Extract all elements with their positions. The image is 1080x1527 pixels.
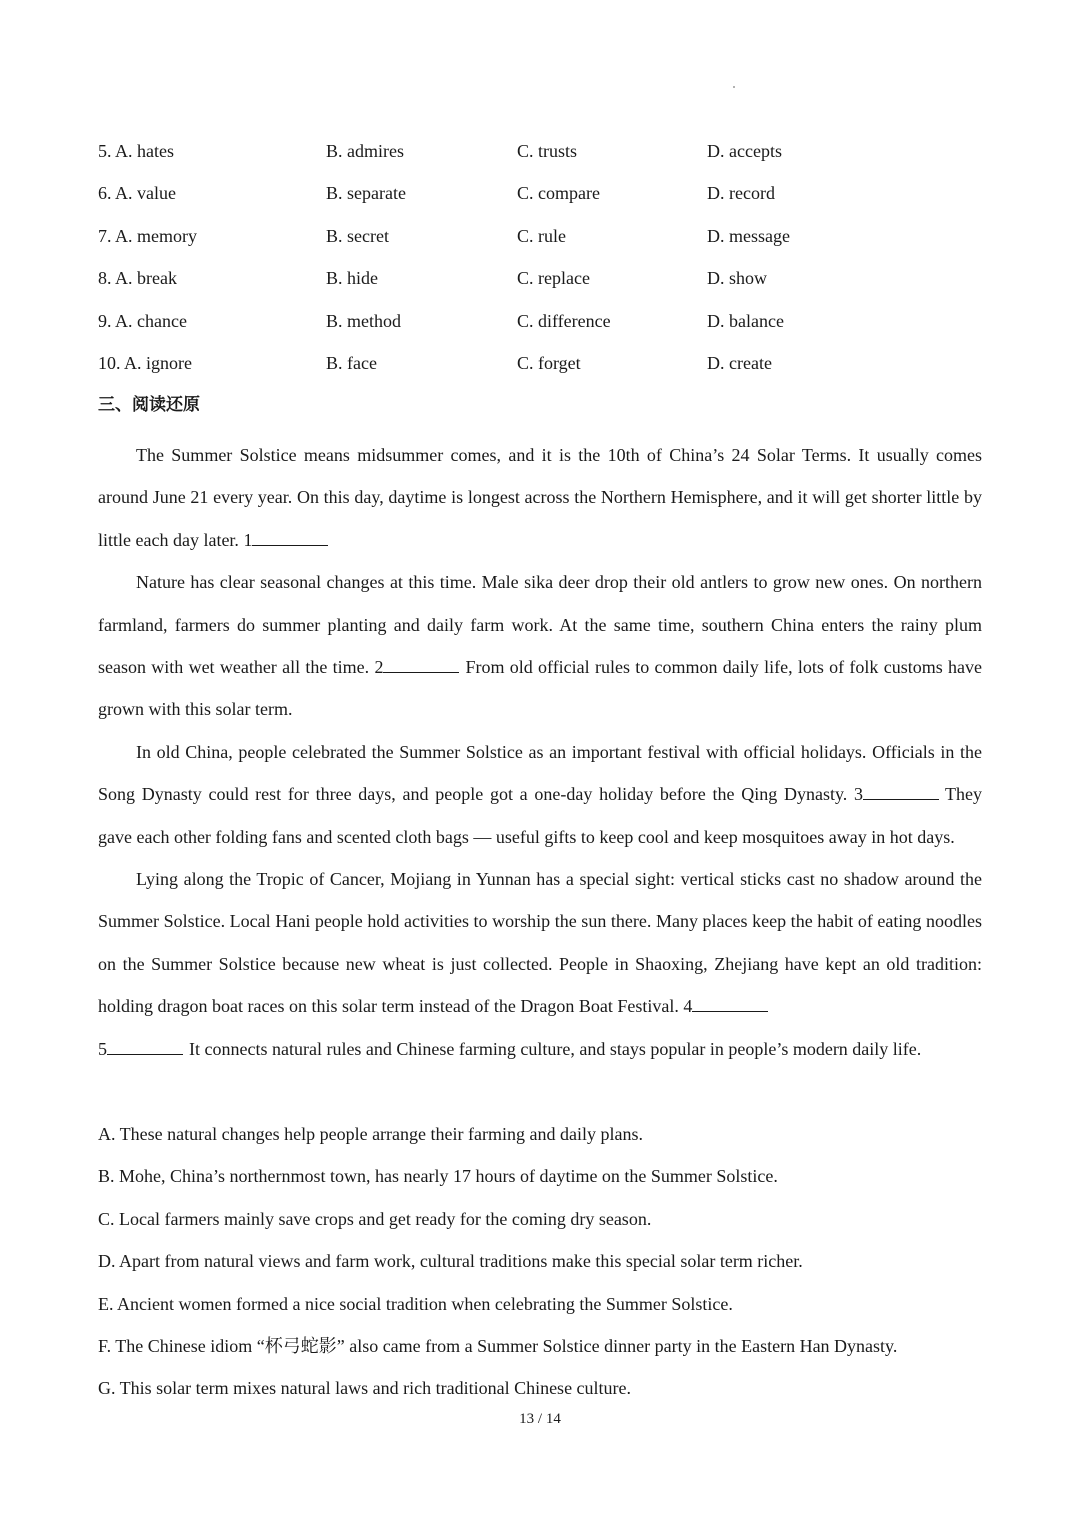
paragraph-2 [98,561,982,731]
answer-blank[interactable] [252,527,328,546]
option-c: C. compare [517,183,600,204]
answer-blank[interactable] [863,781,939,800]
choice-d: D. Apart from natural views and farm work, cultural traditions make this special solar term richer. [98,1251,803,1272]
answer-choices [98,1113,998,1410]
answer-blank[interactable] [692,993,768,1012]
option-c: C. difference [517,310,611,331]
option-a: 10. A. ignore [98,352,192,373]
paragraph-text: The Summer Solstice means midsummer comes, and it is the 10th of China’s 24 Solar Terms. It usually comes around June 21 every year. On this day, daytime is longest across the Northern Hemisphere, and it will get shorter little by little each day later. [98,445,982,550]
reading-passage [98,434,982,1070]
page-number: 13 / 14 [519,1411,561,1427]
option-row [98,350,998,392]
option-a: 6. A. value [98,183,176,204]
paragraph-text: In old China, people celebrated the Summer Solstice as an important festival with official holidays. Officials in the Song Dynasty could rest for three days, and people got a one-day holiday before the Qing Dynasty. [98,741,982,805]
choice-a: A. These natural changes help people arrange their farming and daily plans. [98,1124,643,1144]
choice-c: C. Local farmers mainly save crops and get ready for the coming dry season. [98,1208,652,1229]
option-a: 8. A. break [98,268,177,289]
option-d: D. message [707,225,790,246]
option-b: B. method [326,310,401,331]
option-row [98,180,998,222]
paragraph-1 [98,434,982,561]
option-b: B. hide [326,268,378,289]
option-c: C. replace [517,268,590,289]
cloze-options [98,138,998,392]
choice-g: G. This solar term mixes natural laws and rich traditional Chinese culture. [98,1378,632,1399]
option-row [98,223,998,265]
option-c: C. rule [517,225,566,246]
blank-number: 3 [854,784,864,805]
paragraph-text: From old official rules to common daily life, lots of folk customs have grown with this solar term. [98,657,982,720]
option-row [98,308,998,350]
answer-blank[interactable] [383,654,459,673]
paragraph-text: It connects natural rules and Chinese farming culture, and stays popular in people’s modern daily life. [189,1038,922,1059]
section-title: 三、阅读还原 [98,395,200,415]
option-a: 5. A. hates [98,141,174,161]
paragraph-text: Lying along the Tropic of Cancer, Mojiang in Yunnan has a special sight: vertical sticks cast no shadow around the Summer Solstice. Local Hani people hold activities to worship the sun there. Many places keep the habit of eating noodles on the Summer Solstice because new wheat is just collected. People in Shaoxing, Zhejiang have kept an old tradition: holding dragon boat races on this solar term instead of the Dragon Boat Festival. [98,869,982,1017]
answer-blank[interactable] [107,1036,183,1055]
speck-mark [733,86,735,88]
blank-number: 4 [683,996,693,1017]
blank-number: 5 [98,1038,107,1059]
blank-number: 2 [374,657,384,678]
option-b: B. face [326,352,377,373]
option-row [98,265,998,307]
option-b: B. separate [326,183,406,204]
option-d: D. record [707,183,775,204]
option-c: C. trusts [517,141,578,161]
option-a: 7. A. memory [98,225,197,246]
option-b: B. admires [326,141,404,161]
paragraph-4 [98,858,982,1028]
option-d: D. balance [707,310,784,331]
blank-number: 1 [243,529,253,550]
option-c: C. forget [517,352,581,373]
option-row [98,138,998,180]
option-a: 9. A. chance [98,310,187,331]
choice-b: B. Mohe, China’s northernmost town, has nearly 17 hours of daytime on the Summer Solstice. [98,1166,778,1187]
option-d: D. show [707,268,768,289]
paragraph-5 [98,1028,982,1070]
option-b: B. secret [326,225,389,246]
choice-f: F. The Chinese idiom “杯弓蛇影” also came from a Summer Solstice dinner party in the Eastern Han Dynasty. [98,1336,898,1357]
paragraph-text: Nature has clear seasonal changes at this time. Male sika deer drop their old antlers to grow new ones. On northern farmland, farmers do summer planting and daily farm work. At the same time, southern China enters the rainy plum season with wet weather all the time. [98,572,982,678]
choice-e: E. Ancient women formed a nice social tradition when celebrating the Summer Solstice. [98,1293,733,1314]
option-d: D. accepts [707,141,782,161]
paragraph-text: They gave each other folding fans and scented cloth bags — useful gifts to keep cool and keep mosquitoes away in hot days. [98,784,982,847]
paragraph-3 [98,731,982,858]
option-d: D. create [707,352,772,373]
